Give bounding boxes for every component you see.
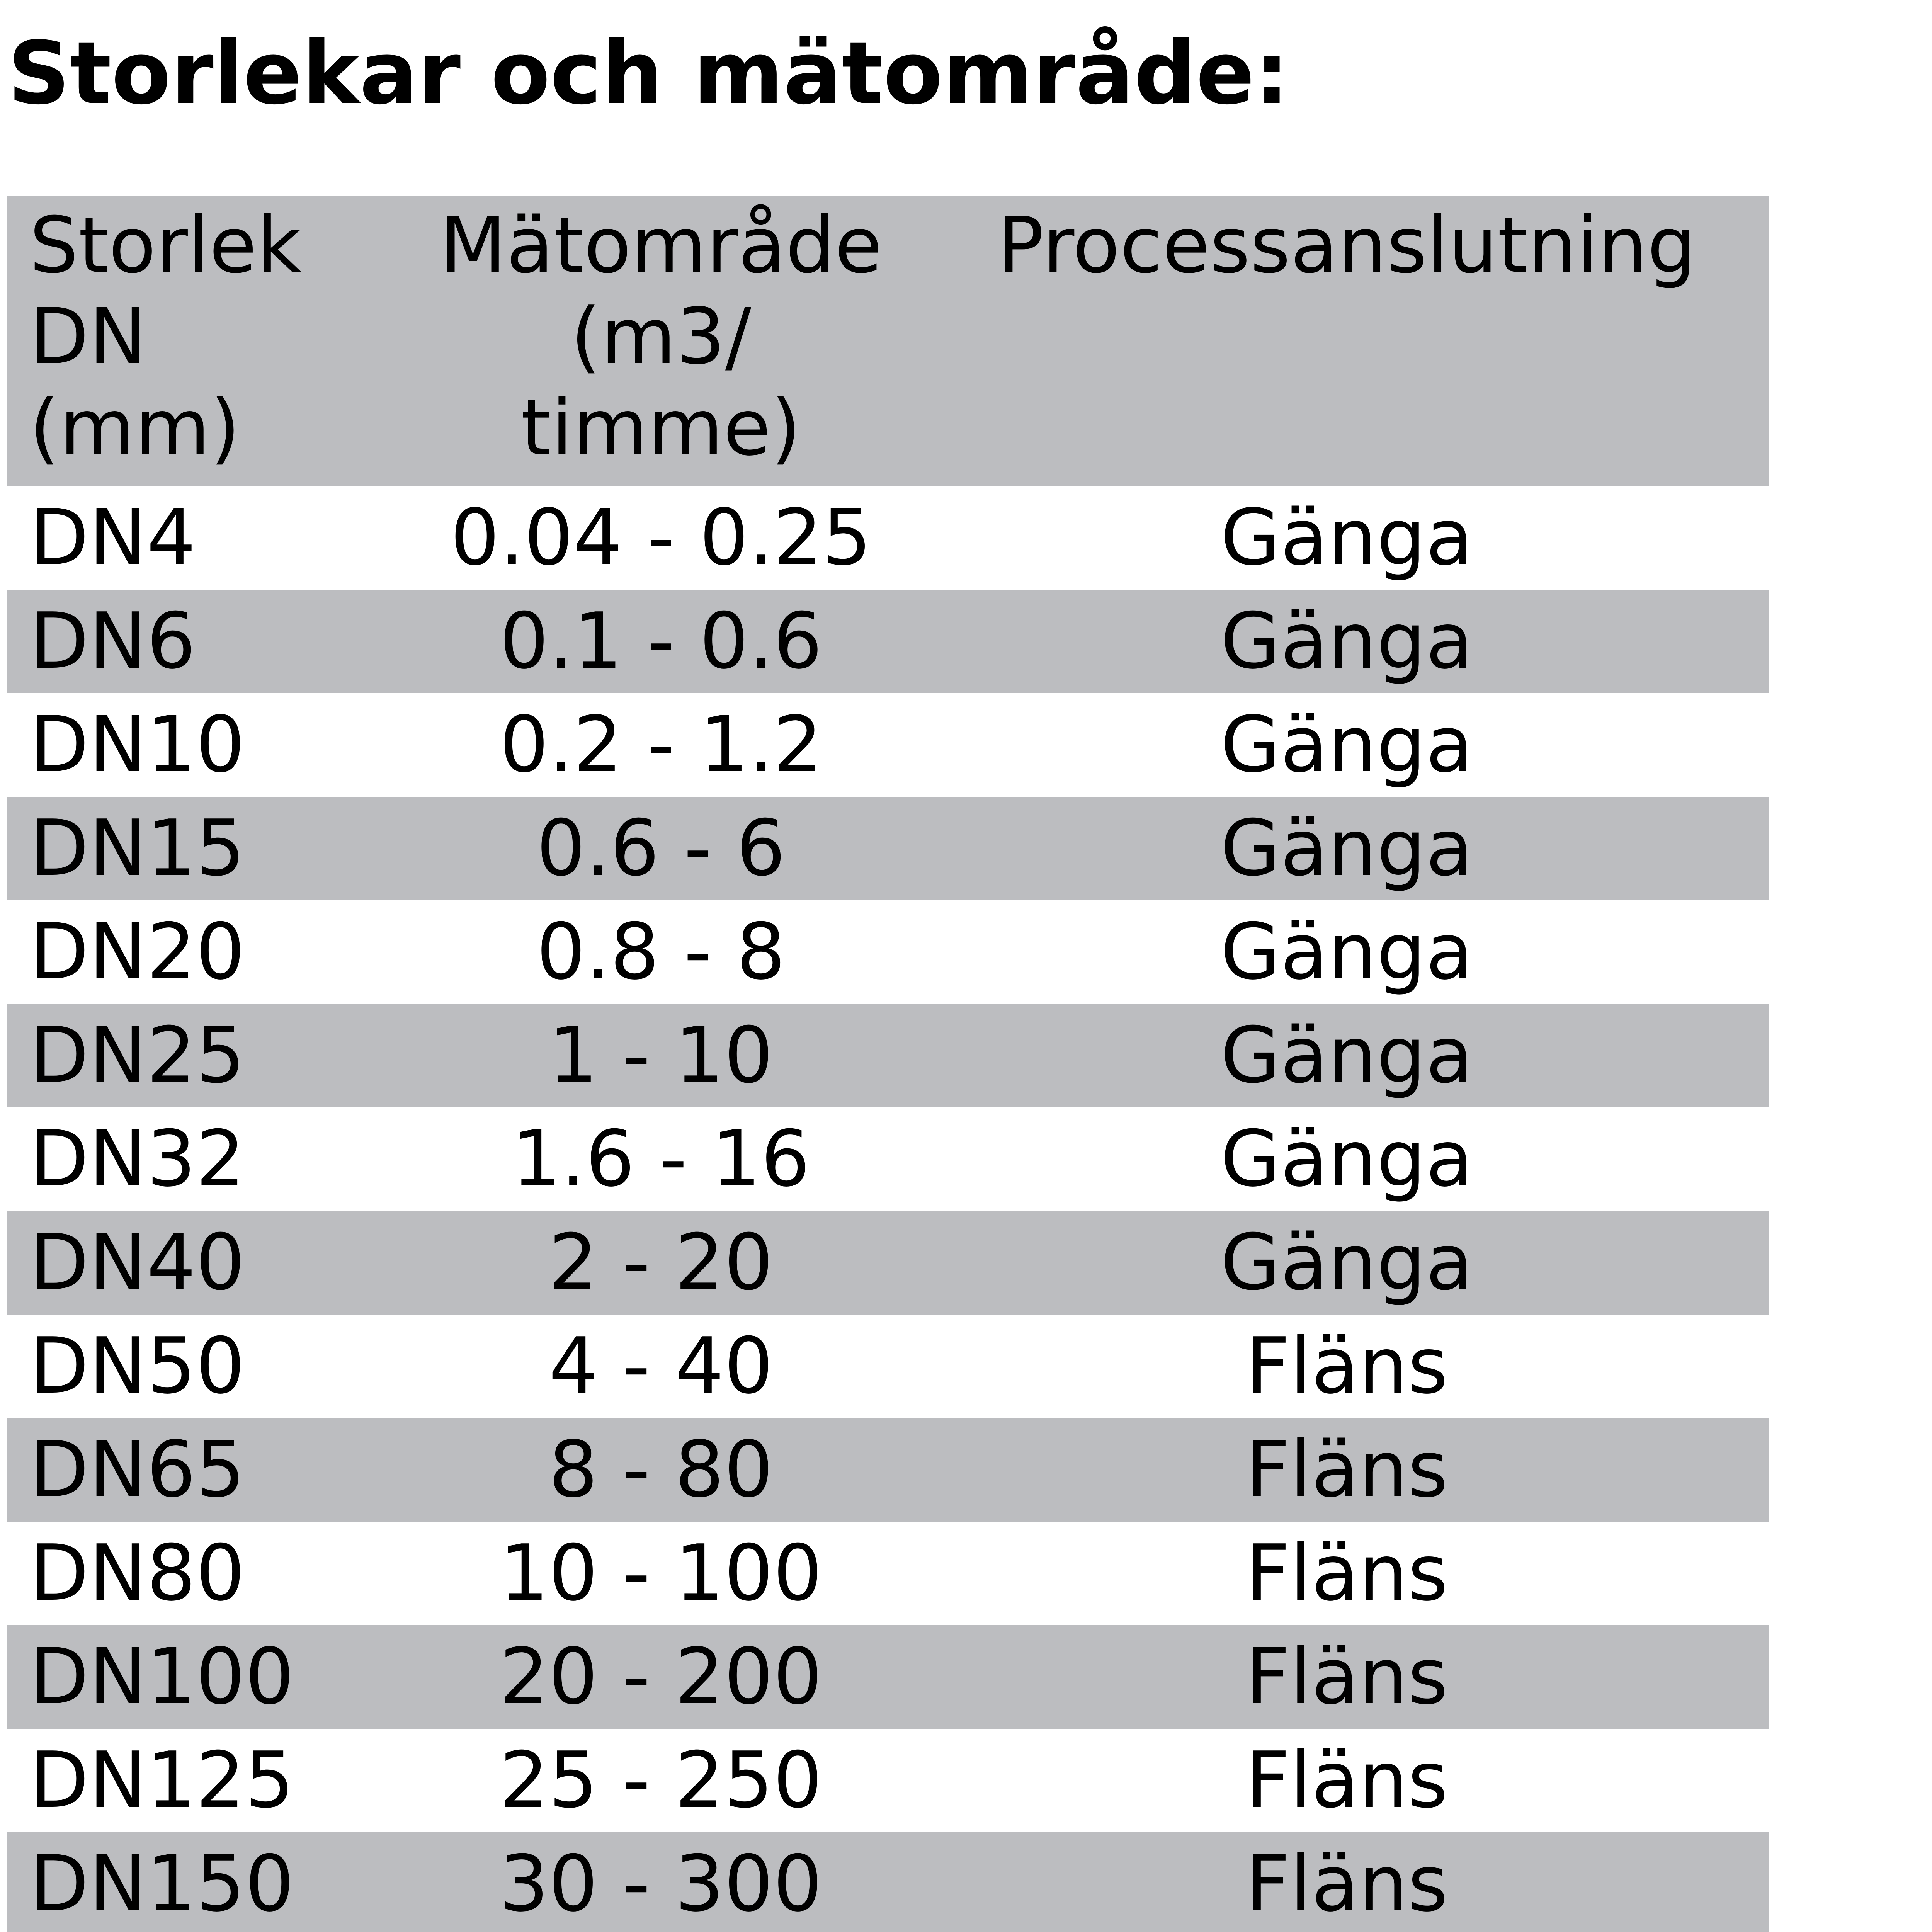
cell-connection: Gänga bbox=[1220, 1010, 1473, 1100]
cell-connection: Fläns bbox=[1245, 1632, 1448, 1722]
cell-range: 20 - 200 bbox=[499, 1632, 823, 1722]
cell-range: 0.2 - 1.2 bbox=[499, 700, 823, 790]
cell-connection: Gänga bbox=[1220, 493, 1473, 583]
table-row bbox=[7, 1625, 1769, 1729]
header-connection bbox=[925, 196, 1769, 486]
header-size-line: Storlek bbox=[29, 201, 302, 291]
cell-connection: Gänga bbox=[1220, 907, 1473, 997]
table-row bbox=[7, 1107, 1769, 1211]
table-row bbox=[7, 486, 1769, 590]
cell-range: 1.6 - 16 bbox=[512, 1114, 810, 1204]
cell-connection: Gänga bbox=[1220, 1218, 1473, 1308]
table-row bbox=[7, 1004, 1769, 1107]
cell-connection: Gänga bbox=[1220, 596, 1473, 686]
header-size bbox=[7, 196, 397, 486]
cell-connection: Gänga bbox=[1220, 1114, 1473, 1204]
cell-range: 0.8 - 8 bbox=[536, 907, 786, 997]
cell-connection: Fläns bbox=[1245, 1425, 1448, 1515]
cell-connection: Gänga bbox=[1220, 700, 1473, 790]
table-row bbox=[7, 1729, 1769, 1832]
cell-size: DN65 bbox=[29, 1425, 245, 1515]
header-range-line: timme) bbox=[521, 383, 801, 473]
cell-connection: Gänga bbox=[1220, 803, 1473, 893]
cell-size: DN125 bbox=[29, 1735, 294, 1825]
table-row bbox=[7, 1418, 1769, 1522]
cell-size: DN150 bbox=[29, 1839, 294, 1929]
cell-size: DN32 bbox=[29, 1114, 245, 1204]
cell-range: 0.6 - 6 bbox=[536, 803, 786, 893]
cell-size: DN40 bbox=[29, 1218, 245, 1308]
page-title: Storlekar och mätområde: bbox=[8, 23, 1289, 124]
header-range bbox=[397, 196, 925, 486]
table-row bbox=[7, 1832, 1769, 1932]
cell-connection: Fläns bbox=[1245, 1839, 1448, 1929]
cell-range: 0.04 - 0.25 bbox=[450, 493, 872, 583]
cell-size: DN15 bbox=[29, 803, 245, 893]
table-body bbox=[7, 486, 1769, 1932]
table-header-row bbox=[7, 196, 1769, 486]
header-size-line: DN bbox=[29, 292, 147, 382]
table-row bbox=[7, 590, 1769, 693]
table-row bbox=[7, 797, 1769, 900]
cell-size: DN4 bbox=[29, 493, 196, 583]
table-row bbox=[7, 1315, 1769, 1418]
table-row bbox=[7, 1522, 1769, 1625]
header-size-line: (mm) bbox=[29, 383, 240, 473]
header-range-line: (m3/ bbox=[570, 292, 752, 382]
cell-range: 4 - 40 bbox=[548, 1321, 774, 1411]
table-row bbox=[7, 693, 1769, 797]
cell-range: 0.1 - 0.6 bbox=[499, 596, 823, 686]
cell-range: 2 - 20 bbox=[548, 1218, 774, 1308]
cell-connection: Fläns bbox=[1245, 1528, 1448, 1618]
header-connection-line: Processanslutning bbox=[997, 201, 1696, 291]
cell-range: 30 - 300 bbox=[499, 1839, 823, 1929]
cell-range: 8 - 80 bbox=[548, 1425, 774, 1515]
cell-connection: Fläns bbox=[1245, 1735, 1448, 1825]
table-row bbox=[7, 900, 1769, 1004]
table-row bbox=[7, 1211, 1769, 1315]
cell-range: 10 - 100 bbox=[499, 1528, 823, 1618]
sizes-table bbox=[7, 196, 1769, 1932]
cell-size: DN80 bbox=[29, 1528, 245, 1618]
cell-size: DN20 bbox=[29, 907, 245, 997]
cell-size: DN6 bbox=[29, 596, 196, 686]
cell-size: DN10 bbox=[29, 700, 245, 790]
header-range-line: Mätområde bbox=[439, 201, 883, 291]
cell-size: DN50 bbox=[29, 1321, 245, 1411]
cell-connection: Fläns bbox=[1245, 1321, 1448, 1411]
cell-range: 1 - 10 bbox=[548, 1010, 774, 1100]
cell-size: DN100 bbox=[29, 1632, 294, 1722]
cell-range: 25 - 250 bbox=[499, 1735, 823, 1825]
cell-size: DN25 bbox=[29, 1010, 245, 1100]
